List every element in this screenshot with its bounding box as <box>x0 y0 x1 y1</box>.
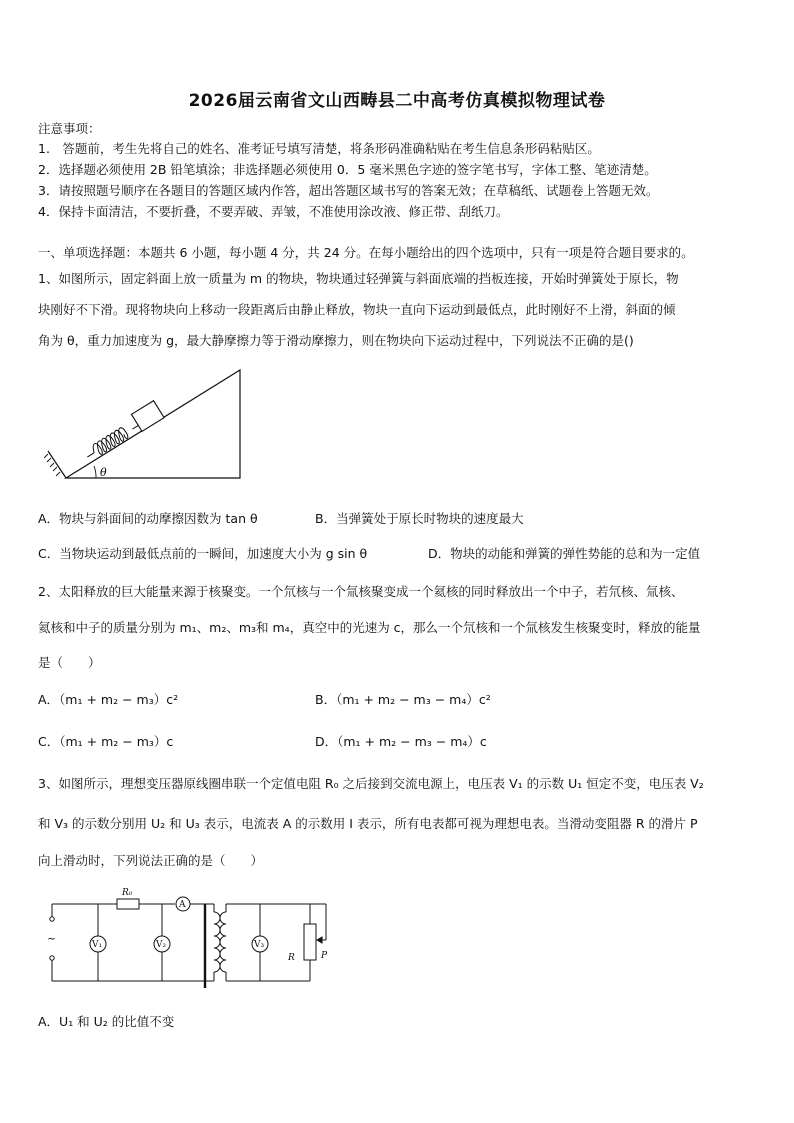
q1-option-c: C．当物块运动到最低点前的一瞬间，加速度大小为 g sin θ <box>38 546 368 561</box>
v3-label: V₃ <box>254 940 265 950</box>
q2-option-c: C．（m₁ + m₂ − m₃）c <box>38 734 174 749</box>
resistor-r0-icon <box>117 899 139 909</box>
rheostat-icon <box>304 924 316 960</box>
page-title: 2026届云南省文山西畴县二中高考仿真模拟物理试卷 <box>188 91 606 111</box>
ammeter-label: A <box>179 900 186 910</box>
q1-text-line-1: 1、如图所示，固定斜面上放一质量为 m 的物块，物块通过轻弹簧与斜面底端的挡板连接，开始时弹簧处于原长，物 <box>38 271 679 286</box>
transformer-circuit-figure <box>42 884 338 996</box>
q2-text-line-3: 是（ ） <box>38 655 101 670</box>
q2-text-line-1: 2、太阳释放的巨大能量来源于核聚变。一个氘核与一个氚核聚变成一个氦核的同时释放出一个中子，若氘核、氚核、 <box>38 584 684 599</box>
r0-label: R₀ <box>122 888 133 898</box>
q1-option-a: A．物块与斜面间的动摩擦因数为 tan θ <box>38 511 258 526</box>
notice-item-2: 2．选择题必须使用 2B 铅笔填涂；非选择题必须使用 0．5 毫米黑色字迹的签字笔书写，字体工整、笔迹清楚。 <box>38 162 657 177</box>
incline-spring-figure <box>44 366 250 484</box>
q2-option-b: B．（m₁ + m₂ − m₃ − m₄）c² <box>315 692 491 707</box>
angle-label: θ <box>100 466 107 479</box>
q3-option-a: A．U₁ 和 U₂ 的比值不变 <box>38 1014 175 1029</box>
v1-label: V₁ <box>92 940 103 950</box>
q2-text-line-2: 氦核和中子的质量分别为 m₁、m₂、m₃和 m₄，真空中的光速为 c，那么一个氘核和一个氚核发生核聚变时，释放的能量 <box>38 620 701 635</box>
notice-heading: 注意事项： <box>38 121 101 136</box>
q2-option-d: D．（m₁ + m₂ − m₃ − m₄）c <box>315 734 487 749</box>
secondary-coil-icon <box>220 912 226 972</box>
q1-option-d: D．物块的动能和弹簧的弹性势能的总和为一定值 <box>428 546 701 561</box>
notice-item-4: 4．保持卡面清洁，不要折叠，不要弄破、弄皱，不准使用涂改液、修正带、刮纸刀。 <box>38 204 509 219</box>
notice-item-1: 1. 答题前，考生先将自己的姓名、准考证号填写清楚，将条形码准确粘贴在考生信息条形码粘贴区。 <box>38 141 600 156</box>
section-heading: 一、单项选择题：本题共 6 小题，每小题 4 分，共 24 分。在每小题给出的四个选项中，只有一项是符合题目要求的。 <box>38 245 694 260</box>
q3-text-line-2: 和 V₃ 的示数分别用 U₂ 和 U₃ 表示，电流表 A 的示数用 I 表示，所有电表都可视为理想电表。当滑动变阻器 R 的滑片 P <box>38 816 698 831</box>
r-label: R <box>288 953 295 963</box>
primary-coil-icon <box>214 912 220 972</box>
q1-text-line-3: 角为 θ，重力加速度为 g，最大静摩擦力等于滑动摩擦力，则在物块向下运动过程中，下列说法不正确的是() <box>38 333 634 348</box>
q3-text-line-3: 向上滑动时，下列说法正确的是（ ） <box>38 853 264 868</box>
ac-source-label: ~ <box>47 932 57 945</box>
q2-option-a: A．（m₁ + m₂ − m₃）c² <box>38 692 179 707</box>
q3-text-line-1: 3、如图所示，理想变压器原线圈串联一个定值电阻 R₀ 之后接到交流电源上，电压表 V₁ 的示数 U₁ 恒定不变，电压表 V₂ <box>38 776 704 791</box>
q1-text-line-2: 块刚好不下滑。现将物块向上移动一段距离后由静止释放，物块一直向下运动到最低点，此时刚好不上滑，斜面的倾 <box>38 302 676 317</box>
spring-icon <box>80 401 164 463</box>
q1-option-b: B．当弹簧处于原长时物块的速度最大 <box>315 511 524 526</box>
v2-label: V₂ <box>156 940 167 950</box>
notice-item-3: 3．请按照题号顺序在各题目的答题区域内作答，超出答题区域书写的答案无效；在草稿纸、试题卷上答题无效。 <box>38 183 659 198</box>
p-label: P <box>321 951 328 961</box>
slider-p-icon <box>317 937 322 943</box>
